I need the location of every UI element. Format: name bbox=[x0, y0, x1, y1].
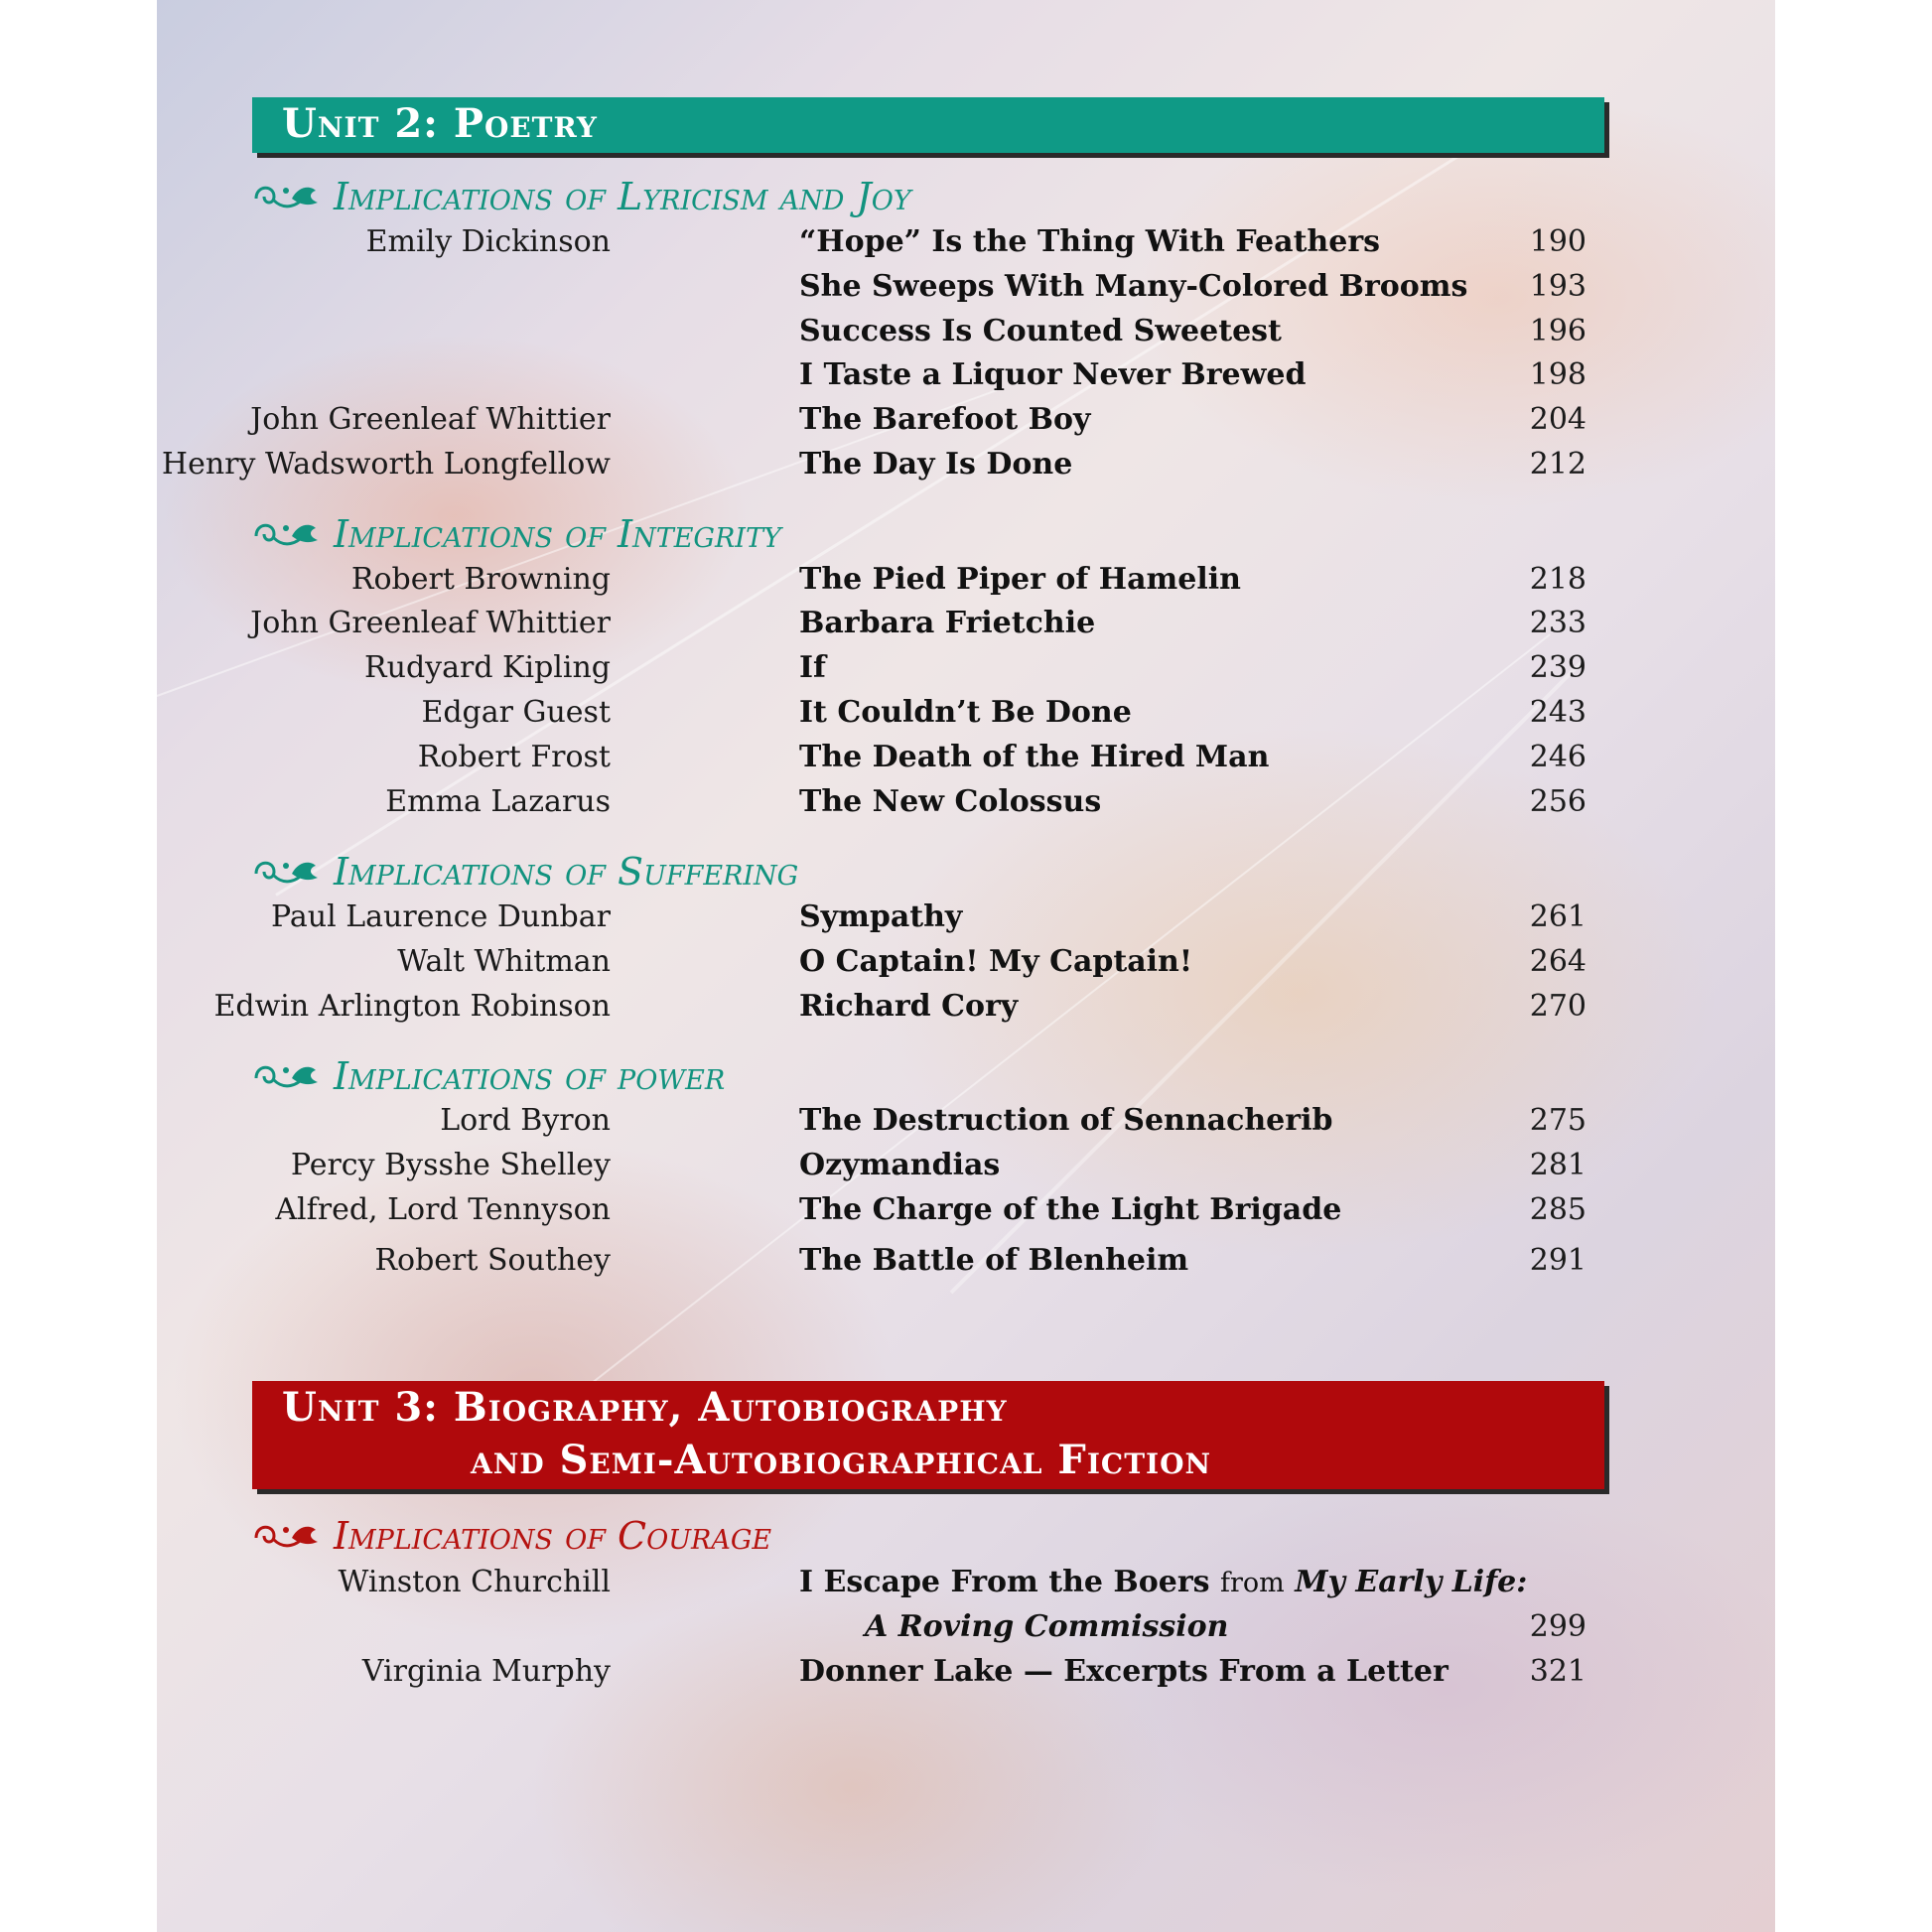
selection-title-main: I Escape From the Boers bbox=[799, 1565, 1210, 1599]
page-number: 233 bbox=[1529, 606, 1587, 640]
selection-title: The Pied Piper of Hamelin bbox=[799, 562, 1241, 597]
section-heading-text: Implications of Courage bbox=[334, 1514, 772, 1558]
selection-title: Richard Cory bbox=[799, 989, 1019, 1024]
author: Alfred, Lord Tennyson bbox=[275, 1192, 611, 1227]
section-heading-suffering bbox=[252, 847, 798, 897]
selection-title: O Captain! My Captain! bbox=[799, 944, 1193, 979]
selection-title: If bbox=[799, 650, 826, 685]
marble-vein bbox=[275, 104, 1540, 896]
author: Winston Churchill bbox=[338, 1565, 611, 1599]
unit-2-banner bbox=[252, 97, 1604, 153]
selection-title: The Death of the Hired Man bbox=[799, 740, 1270, 774]
page-number: 190 bbox=[1529, 224, 1587, 259]
selection-title: The Battle of Blenheim bbox=[799, 1243, 1189, 1278]
selection-title: The Charge of the Light Brigade bbox=[799, 1192, 1342, 1227]
section-heading-power bbox=[252, 1051, 725, 1101]
section-heading-integrity bbox=[252, 509, 781, 559]
toc-page bbox=[157, 0, 1775, 1932]
selection-title: The New Colossus bbox=[799, 784, 1102, 819]
section-heading-lyricism bbox=[252, 172, 911, 221]
page-number: 212 bbox=[1529, 447, 1587, 482]
author: Rudyard Kipling bbox=[364, 650, 611, 685]
author: Robert Southey bbox=[374, 1243, 611, 1278]
page-number: 299 bbox=[1529, 1609, 1587, 1644]
scroll-ornament-icon bbox=[252, 1056, 322, 1096]
author: Walt Whitman bbox=[397, 944, 611, 979]
from-word: from bbox=[1220, 1568, 1285, 1598]
section-heading-courage bbox=[252, 1511, 771, 1561]
author: John Greenleaf Whittier bbox=[250, 606, 611, 640]
page-number: 270 bbox=[1529, 989, 1587, 1024]
scroll-ornament-icon bbox=[252, 852, 322, 892]
unit-3-banner bbox=[252, 1381, 1604, 1489]
author: Robert Frost bbox=[417, 740, 611, 774]
selection-title: Success Is Counted Sweetest bbox=[799, 314, 1282, 348]
page-number: 256 bbox=[1529, 784, 1587, 819]
page-number: 275 bbox=[1529, 1103, 1587, 1138]
author: Virginia Murphy bbox=[361, 1654, 611, 1689]
author: Paul Laurence Dunbar bbox=[271, 899, 611, 934]
selection-title: The Destruction of Sennacherib bbox=[799, 1103, 1333, 1138]
selection-title: Ozymandias bbox=[799, 1148, 1001, 1182]
selection-title: She Sweeps With Many-Colored Brooms bbox=[799, 269, 1468, 304]
selection-title: I Taste a Liquor Never Brewed bbox=[799, 357, 1307, 392]
page-number: 246 bbox=[1529, 740, 1587, 774]
page-number: 239 bbox=[1529, 650, 1587, 685]
scroll-ornament-icon bbox=[252, 177, 322, 216]
book-title-continued: A Roving Commission bbox=[865, 1609, 1229, 1644]
author: Lord Byron bbox=[440, 1103, 611, 1138]
section-heading-text: Implications of power bbox=[334, 1054, 726, 1098]
author: Robert Browning bbox=[350, 562, 611, 597]
selection-title: “Hope” Is the Thing With Feathers bbox=[799, 224, 1381, 259]
page-number: 261 bbox=[1529, 899, 1587, 934]
selection-title: The Barefoot Boy bbox=[799, 402, 1091, 437]
scroll-ornament-icon bbox=[252, 1516, 322, 1556]
author: Percy Bysshe Shelley bbox=[290, 1148, 611, 1182]
selection-title: Sympathy bbox=[799, 899, 963, 934]
selection-title: Barbara Frietchie bbox=[799, 606, 1096, 640]
section-heading-text: Implications of Integrity bbox=[334, 512, 781, 556]
page-number: 264 bbox=[1529, 944, 1587, 979]
selection-title: It Couldn’t Be Done bbox=[799, 695, 1132, 730]
selection-title: Donner Lake — Excerpts From a Letter bbox=[799, 1654, 1449, 1689]
section-heading-text: Implications of Suffering bbox=[334, 850, 799, 894]
page-number: 204 bbox=[1529, 402, 1587, 437]
author: John Greenleaf Whittier bbox=[250, 402, 611, 437]
page-number: 198 bbox=[1529, 357, 1587, 392]
book-title: My Early Life: bbox=[1295, 1565, 1528, 1599]
author: Henry Wadsworth Longfellow bbox=[161, 447, 611, 482]
page-number: 281 bbox=[1529, 1148, 1587, 1182]
selection-title: The Day Is Done bbox=[799, 447, 1073, 482]
scroll-ornament-icon bbox=[252, 514, 322, 554]
section-heading-text: Implications of Lyricism and Joy bbox=[334, 175, 911, 218]
selection-title bbox=[799, 1565, 1527, 1599]
unit-2-title: Unit 2: Poetry bbox=[282, 100, 598, 147]
unit-3-title-line-2: and Semi-Autobiographical Fiction bbox=[471, 1437, 1212, 1483]
author: Edwin Arlington Robinson bbox=[213, 989, 611, 1024]
page-number: 193 bbox=[1529, 269, 1587, 304]
author: Edgar Guest bbox=[421, 695, 611, 730]
page-number: 243 bbox=[1529, 695, 1587, 730]
page-number: 291 bbox=[1529, 1243, 1587, 1278]
author: Emily Dickinson bbox=[365, 224, 611, 259]
unit-3-title-line-1: Unit 3: Biography, Autobiography bbox=[282, 1384, 1008, 1431]
page-number: 196 bbox=[1529, 314, 1587, 348]
page-number: 321 bbox=[1529, 1654, 1587, 1689]
page-number: 218 bbox=[1529, 562, 1587, 597]
author: Emma Lazarus bbox=[385, 784, 611, 819]
page-number: 285 bbox=[1529, 1192, 1587, 1227]
